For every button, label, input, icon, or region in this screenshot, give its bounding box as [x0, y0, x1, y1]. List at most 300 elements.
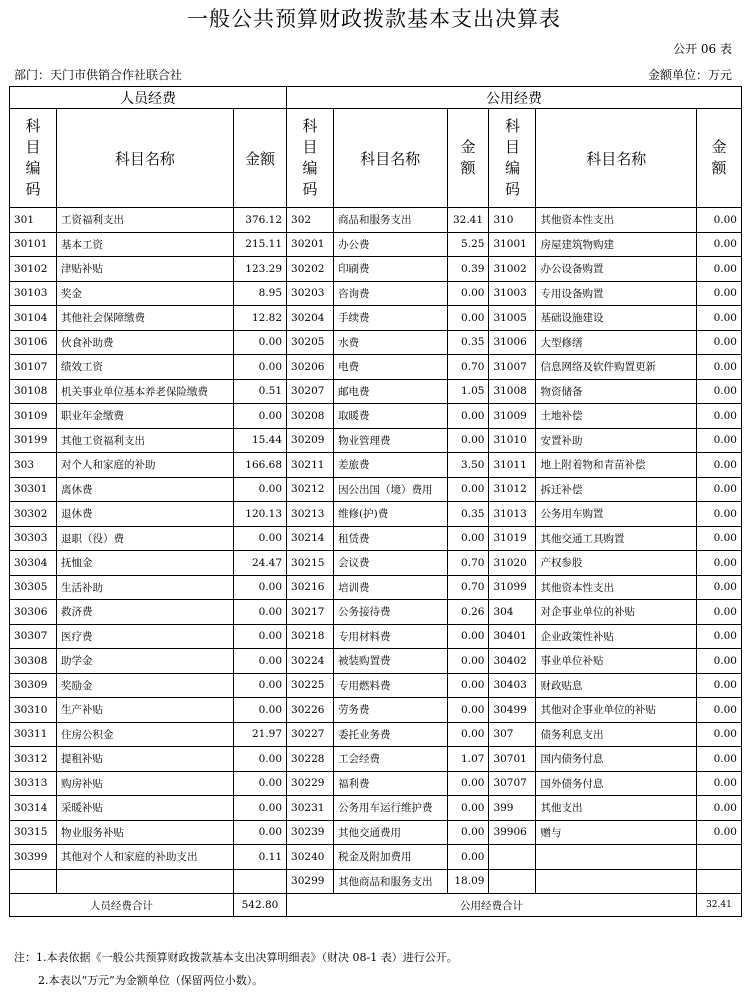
personnel-code-cell: 30313	[10, 771, 57, 796]
capital-code-cell: 31020	[489, 551, 536, 576]
public-amount-cell: 3.50	[447, 453, 489, 478]
capital-code-cell: 31006	[489, 330, 536, 355]
public-code-cell: 30240	[287, 845, 334, 870]
capital-name-cell: 办公设备购置	[536, 257, 696, 282]
personnel-code-cell: 301	[10, 208, 57, 233]
public-amount-cell: 0.00	[447, 404, 489, 429]
personnel-code-cell: 30307	[10, 624, 57, 649]
footnote-1: 注：1.本表依据《一般公共预算财政拨款基本支出决算明细表》（财决 08-1 表）进行公开。	[14, 951, 458, 964]
public-amount-cell: 0.35	[447, 502, 489, 527]
personnel-amount-cell: 0.00	[233, 575, 286, 600]
table-row	[10, 722, 742, 747]
public-name-cell: 商品和服务支出	[334, 208, 447, 233]
public-code-cell: 30224	[287, 649, 334, 674]
capital-name-cell: 信息网络及软件购置更新	[536, 355, 696, 380]
personnel-name-cell: 生活补助	[57, 575, 234, 600]
public-code-cell: 30228	[287, 747, 334, 772]
capital-name-cell: 专用设备购置	[536, 281, 696, 306]
capital-amount-cell: 0.00	[696, 257, 741, 282]
personnel-amount-cell: 0.00	[233, 355, 286, 380]
page-title: 一般公共预算财政拨款基本支出决算表	[187, 7, 561, 31]
table-row	[10, 379, 742, 404]
capital-amount-cell: 0.00	[696, 600, 741, 625]
form-number: 公开 06 表	[673, 42, 732, 56]
table-row	[10, 453, 742, 478]
capital-code-cell: 30499	[489, 698, 536, 723]
capital-code-cell: 31012	[489, 477, 536, 502]
code-header-text: 科 目 编 码	[504, 117, 520, 198]
table-row	[10, 869, 742, 894]
personnel-code-cell: 303	[10, 453, 57, 478]
capital-amount-cell: 0.00	[696, 404, 741, 429]
personnel-name-cell: 其他对个人和家庭的补助支出	[57, 845, 234, 870]
amount-header-text: 金 额	[711, 138, 727, 177]
personnel-amount-cell: 24.47	[233, 551, 286, 576]
public-code-cell: 30213	[287, 502, 334, 527]
public-code-cell: 302	[287, 208, 334, 233]
personnel-code-cell	[10, 869, 57, 894]
table-row	[10, 673, 742, 698]
public-name-cell: 电费	[334, 355, 447, 380]
public-code-cell: 30227	[287, 722, 334, 747]
capital-code-cell: 31001	[489, 232, 536, 257]
personnel-code-cell: 30109	[10, 404, 57, 429]
personnel-name-cell: 购房补贴	[57, 771, 234, 796]
personnel-amount-cell: 8.95	[233, 281, 286, 306]
public-name-cell: 专用燃料费	[334, 673, 447, 698]
personnel-name-cell: 工资福利支出	[57, 208, 234, 233]
public-amount-cell: 0.70	[447, 355, 489, 380]
capital-name-cell: 大型修缮	[536, 330, 696, 355]
table-row	[10, 649, 742, 674]
personnel-amount-cell: 0.51	[233, 379, 286, 404]
capital-name-cell: 公务用车购置	[536, 502, 696, 527]
personnel-amount-cell: 0.00	[233, 673, 286, 698]
public-code-cell: 30208	[287, 404, 334, 429]
public-amount-cell: 0.39	[447, 257, 489, 282]
capital-name-cell: 物资储备	[536, 379, 696, 404]
capital-code-cell: 310	[489, 208, 536, 233]
personnel-amount-cell: 0.00	[233, 330, 286, 355]
personnel-code-cell: 30399	[10, 845, 57, 870]
public-code-cell: 30217	[287, 600, 334, 625]
capital-name-cell: 财政贴息	[536, 673, 696, 698]
capital-code-cell: 30401	[489, 624, 536, 649]
amount-header	[447, 109, 489, 208]
public-name-cell: 咨询费	[334, 281, 447, 306]
capital-code-cell: 31007	[489, 355, 536, 380]
public-code-cell: 30215	[287, 551, 334, 576]
personnel-name-cell: 采暖补贴	[57, 796, 234, 821]
public-amount-cell: 0.00	[447, 796, 489, 821]
capital-amount-cell: 0.00	[696, 820, 741, 845]
public-amount-cell: 0.00	[447, 281, 489, 306]
capital-name-cell: 土地补偿	[536, 404, 696, 429]
capital-amount-cell: 0.00	[696, 281, 741, 306]
public-amount-cell: 32.41	[447, 208, 489, 233]
capital-amount-cell: 0.00	[696, 208, 741, 233]
capital-code-cell: 39906	[489, 820, 536, 845]
public-code-cell: 30202	[287, 257, 334, 282]
public-amount-cell: 5.25	[447, 232, 489, 257]
code-header	[10, 109, 57, 208]
personnel-code-cell: 30304	[10, 551, 57, 576]
personnel-code-cell: 30103	[10, 281, 57, 306]
capital-name-cell: 国内债务付息	[536, 747, 696, 772]
name-header: 科目名称	[536, 109, 696, 208]
public-name-cell: 劳务费	[334, 698, 447, 723]
public-amount-cell: 1.05	[447, 379, 489, 404]
table-row	[10, 355, 742, 380]
personnel-amount-cell: 0.00	[233, 820, 286, 845]
personnel-code-cell: 30101	[10, 232, 57, 257]
personnel-name-cell: 绩效工资	[57, 355, 234, 380]
capital-amount-cell	[696, 869, 741, 894]
personnel-code-cell: 30302	[10, 502, 57, 527]
personnel-code-cell: 30104	[10, 306, 57, 331]
personnel-name-cell	[57, 869, 234, 894]
capital-amount-cell: 0.00	[696, 649, 741, 674]
public-amount-cell: 0.26	[447, 600, 489, 625]
capital-code-cell: 399	[489, 796, 536, 821]
capital-code-cell: 31009	[489, 404, 536, 429]
public-name-cell: 其他交通费用	[334, 820, 447, 845]
public-amount-cell: 0.00	[447, 477, 489, 502]
public-code-cell: 30211	[287, 453, 334, 478]
public-code-cell: 30239	[287, 820, 334, 845]
amount-header: 金额	[233, 109, 286, 208]
amount-header	[696, 109, 741, 208]
capital-code-cell: 31011	[489, 453, 536, 478]
personnel-code-cell: 30108	[10, 379, 57, 404]
personnel-name-cell: 奖金	[57, 281, 234, 306]
capital-code-cell	[489, 845, 536, 870]
capital-code-cell: 31019	[489, 526, 536, 551]
public-name-cell: 被装购置费	[334, 649, 447, 674]
public-section-header: 公用经费	[287, 87, 742, 109]
capital-code-cell: 30403	[489, 673, 536, 698]
table-row	[10, 428, 742, 453]
personnel-amount-cell: 166.68	[233, 453, 286, 478]
personnel-name-cell: 伙食补助费	[57, 330, 234, 355]
public-code-cell: 30205	[287, 330, 334, 355]
public-name-cell: 邮电费	[334, 379, 447, 404]
capital-name-cell: 其他交通工具购置	[536, 526, 696, 551]
capital-amount-cell: 0.00	[696, 624, 741, 649]
table-row	[10, 404, 742, 429]
capital-code-cell: 304	[489, 600, 536, 625]
personnel-code-cell: 30312	[10, 747, 57, 772]
table-row	[10, 281, 742, 306]
capital-code-cell: 307	[489, 722, 536, 747]
personnel-name-cell: 住房公积金	[57, 722, 234, 747]
public-code-cell: 30203	[287, 281, 334, 306]
capital-amount-cell: 0.00	[696, 379, 741, 404]
personnel-code-cell: 30107	[10, 355, 57, 380]
capital-amount-cell: 0.00	[696, 722, 741, 747]
table-row	[10, 796, 742, 821]
public-name-cell: 办公费	[334, 232, 447, 257]
table-row	[10, 502, 742, 527]
personnel-amount-cell: 0.00	[233, 526, 286, 551]
capital-amount-cell: 0.00	[696, 673, 741, 698]
public-name-cell: 委托业务费	[334, 722, 447, 747]
public-code-cell: 30218	[287, 624, 334, 649]
public-name-cell: 因公出国（境）费用	[334, 477, 447, 502]
code-header	[489, 109, 536, 208]
public-name-cell: 其他商品和服务支出	[334, 869, 447, 894]
amount-header-text: 金 额	[460, 138, 476, 177]
capital-amount-cell: 0.00	[696, 330, 741, 355]
code-header-text: 科 目 编 码	[25, 117, 41, 198]
public-code-cell: 30204	[287, 306, 334, 331]
public-code-cell: 30225	[287, 673, 334, 698]
capital-name-cell: 企业政策性补贴	[536, 624, 696, 649]
capital-name-cell: 其他支出	[536, 796, 696, 821]
personnel-amount-cell: 0.00	[233, 698, 286, 723]
public-amount-cell: 0.70	[447, 551, 489, 576]
personnel-code-cell: 30305	[10, 575, 57, 600]
public-name-cell: 会议费	[334, 551, 447, 576]
capital-amount-cell: 0.00	[696, 551, 741, 576]
capital-name-cell: 其他对企事业单位的补贴	[536, 698, 696, 723]
public-amount-cell: 0.00	[447, 820, 489, 845]
public-amount-cell: 0.00	[447, 845, 489, 870]
personnel-amount-cell: 0.00	[233, 796, 286, 821]
personnel-name-cell: 医疗费	[57, 624, 234, 649]
public-amount-cell: 0.00	[447, 722, 489, 747]
capital-name-cell: 对企事业单位的补贴	[536, 600, 696, 625]
public-code-cell: 30214	[287, 526, 334, 551]
personnel-name-cell: 职业年金缴费	[57, 404, 234, 429]
personnel-name-cell: 离休费	[57, 477, 234, 502]
capital-code-cell: 31002	[489, 257, 536, 282]
personnel-amount-cell	[233, 869, 286, 894]
name-header: 科目名称	[57, 109, 234, 208]
personnel-name-cell: 机关事业单位基本养老保险缴费	[57, 379, 234, 404]
public-name-cell: 税金及附加费用	[334, 845, 447, 870]
public-name-cell: 水费	[334, 330, 447, 355]
public-code-cell: 30299	[287, 869, 334, 894]
personnel-name-cell: 退职（役）费	[57, 526, 234, 551]
personnel-section-header: 人员经费	[10, 87, 287, 109]
public-name-cell: 租赁费	[334, 526, 447, 551]
personnel-name-cell: 助学金	[57, 649, 234, 674]
personnel-code-cell: 30309	[10, 673, 57, 698]
expenditure-table	[9, 86, 742, 917]
public-name-cell: 手续费	[334, 306, 447, 331]
personnel-name-cell: 退休费	[57, 502, 234, 527]
personnel-name-cell: 其他工资福利支出	[57, 428, 234, 453]
public-code-cell: 30201	[287, 232, 334, 257]
code-header-text: 科 目 编 码	[302, 117, 318, 198]
capital-amount-cell: 0.00	[696, 796, 741, 821]
public-code-cell: 30226	[287, 698, 334, 723]
capital-amount-cell: 0.00	[696, 306, 741, 331]
personnel-amount-cell: 0.00	[233, 600, 286, 625]
public-total-label: 公用经费合计	[287, 894, 697, 917]
capital-name-cell	[536, 869, 696, 894]
table-row	[10, 747, 742, 772]
capital-code-cell: 30402	[489, 649, 536, 674]
public-amount-cell: 0.00	[447, 771, 489, 796]
personnel-code-cell: 30314	[10, 796, 57, 821]
personnel-name-cell: 奖励金	[57, 673, 234, 698]
personnel-amount-cell: 0.00	[233, 477, 286, 502]
capital-name-cell: 其他资本性支出	[536, 575, 696, 600]
table-row	[10, 600, 742, 625]
personnel-name-cell: 救济费	[57, 600, 234, 625]
department-label: 部门：天门市供销合作社联合社	[14, 68, 183, 82]
personnel-amount-cell: 120.13	[233, 502, 286, 527]
capital-code-cell	[489, 869, 536, 894]
personnel-amount-cell: 0.00	[233, 649, 286, 674]
capital-name-cell: 拆迁补偿	[536, 477, 696, 502]
capital-amount-cell: 0.00	[696, 771, 741, 796]
capital-code-cell: 31003	[489, 281, 536, 306]
public-total-value: 32.41	[696, 894, 741, 917]
public-name-cell: 公务接待费	[334, 600, 447, 625]
capital-name-cell: 产权参股	[536, 551, 696, 576]
table-row	[10, 257, 742, 282]
table-row	[10, 477, 742, 502]
public-amount-cell: 0.00	[447, 428, 489, 453]
public-name-cell: 培训费	[334, 575, 447, 600]
public-amount-cell: 0.00	[447, 624, 489, 649]
public-code-cell: 30206	[287, 355, 334, 380]
personnel-name-cell: 基本工资	[57, 232, 234, 257]
public-amount-cell: 0.00	[447, 673, 489, 698]
capital-name-cell	[536, 845, 696, 870]
personnel-code-cell: 30301	[10, 477, 57, 502]
amount-unit-label: 金额单位：万元	[647, 68, 732, 82]
capital-amount-cell: 0.00	[696, 232, 741, 257]
table-row	[10, 575, 742, 600]
personnel-amount-cell: 15.44	[233, 428, 286, 453]
public-name-cell: 公务用车运行维护费	[334, 796, 447, 821]
personnel-code-cell: 30315	[10, 820, 57, 845]
public-code-cell: 30209	[287, 428, 334, 453]
footnote-2: 2.本表以“万元”为金额单位（保留两位小数）。	[38, 974, 264, 987]
personnel-amount-cell: 21.97	[233, 722, 286, 747]
public-amount-cell: 0.00	[447, 698, 489, 723]
public-amount-cell: 0.00	[447, 526, 489, 551]
personnel-amount-cell: 0.00	[233, 747, 286, 772]
capital-amount-cell: 0.00	[696, 453, 741, 478]
public-code-cell: 30216	[287, 575, 334, 600]
capital-name-cell: 事业单位补贴	[536, 649, 696, 674]
capital-name-cell: 安置补助	[536, 428, 696, 453]
public-code-cell: 30212	[287, 477, 334, 502]
capital-name-cell: 基础设施建设	[536, 306, 696, 331]
personnel-amount-cell: 123.29	[233, 257, 286, 282]
name-header: 科目名称	[334, 109, 447, 208]
personnel-amount-cell: 12.82	[233, 306, 286, 331]
capital-amount-cell: 0.00	[696, 747, 741, 772]
capital-code-cell: 31099	[489, 575, 536, 600]
table-row	[10, 845, 742, 870]
public-name-cell: 印刷费	[334, 257, 447, 282]
public-name-cell: 取暖费	[334, 404, 447, 429]
capital-amount-cell: 0.00	[696, 428, 741, 453]
public-name-cell: 差旅费	[334, 453, 447, 478]
capital-amount-cell: 0.00	[696, 526, 741, 551]
public-amount-cell: 0.35	[447, 330, 489, 355]
public-code-cell: 30207	[287, 379, 334, 404]
capital-name-cell: 国外债务付息	[536, 771, 696, 796]
capital-amount-cell	[696, 845, 741, 870]
personnel-amount-cell: 215.11	[233, 232, 286, 257]
capital-code-cell: 31008	[489, 379, 536, 404]
personnel-name-cell: 抚恤金	[57, 551, 234, 576]
public-code-cell: 30229	[287, 771, 334, 796]
capital-code-cell: 31005	[489, 306, 536, 331]
table-row	[10, 551, 742, 576]
personnel-name-cell: 其他社会保障缴费	[57, 306, 234, 331]
capital-name-cell: 债务利息支出	[536, 722, 696, 747]
personnel-code-cell: 30311	[10, 722, 57, 747]
capital-name-cell: 房屋建筑物购建	[536, 232, 696, 257]
public-amount-cell: 0.00	[447, 649, 489, 674]
personnel-amount-cell: 0.00	[233, 771, 286, 796]
table-row	[10, 306, 742, 331]
capital-amount-cell: 0.00	[696, 477, 741, 502]
public-amount-cell: 1.07	[447, 747, 489, 772]
personnel-code-cell: 30102	[10, 257, 57, 282]
capital-name-cell: 地上附着物和青苗补偿	[536, 453, 696, 478]
personnel-code-cell: 30308	[10, 649, 57, 674]
capital-name-cell: 其他资本性支出	[536, 208, 696, 233]
table-row	[10, 624, 742, 649]
personnel-code-cell: 30306	[10, 600, 57, 625]
capital-code-cell: 30707	[489, 771, 536, 796]
table-row	[10, 208, 742, 233]
capital-name-cell: 赠与	[536, 820, 696, 845]
personnel-amount-cell: 0.00	[233, 624, 286, 649]
personnel-total-value: 542.80	[233, 894, 286, 917]
personnel-name-cell: 对个人和家庭的补助	[57, 453, 234, 478]
personnel-name-cell: 物业服务补贴	[57, 820, 234, 845]
personnel-name-cell: 津贴补贴	[57, 257, 234, 282]
table-row	[10, 330, 742, 355]
public-name-cell: 维修(护)费	[334, 502, 447, 527]
capital-code-cell: 31010	[489, 428, 536, 453]
personnel-amount-cell: 0.00	[233, 404, 286, 429]
table-row	[10, 526, 742, 551]
public-code-cell: 30231	[287, 796, 334, 821]
public-name-cell: 工会经费	[334, 747, 447, 772]
personnel-code-cell: 30310	[10, 698, 57, 723]
table-row	[10, 771, 742, 796]
public-name-cell: 物业管理费	[334, 428, 447, 453]
personnel-total-label: 人员经费合计	[10, 894, 234, 917]
personnel-name-cell: 提租补贴	[57, 747, 234, 772]
personnel-amount-cell: 0.11	[233, 845, 286, 870]
personnel-code-cell: 30303	[10, 526, 57, 551]
capital-amount-cell: 0.00	[696, 502, 741, 527]
capital-amount-cell: 0.00	[696, 698, 741, 723]
public-amount-cell: 0.70	[447, 575, 489, 600]
personnel-amount-cell: 376.12	[233, 208, 286, 233]
code-header	[287, 109, 334, 208]
capital-amount-cell: 0.00	[696, 575, 741, 600]
personnel-code-cell: 30199	[10, 428, 57, 453]
table-row	[10, 698, 742, 723]
public-name-cell: 专用材料费	[334, 624, 447, 649]
public-name-cell: 福利费	[334, 771, 447, 796]
capital-amount-cell: 0.00	[696, 355, 741, 380]
public-amount-cell: 18.09	[447, 869, 489, 894]
